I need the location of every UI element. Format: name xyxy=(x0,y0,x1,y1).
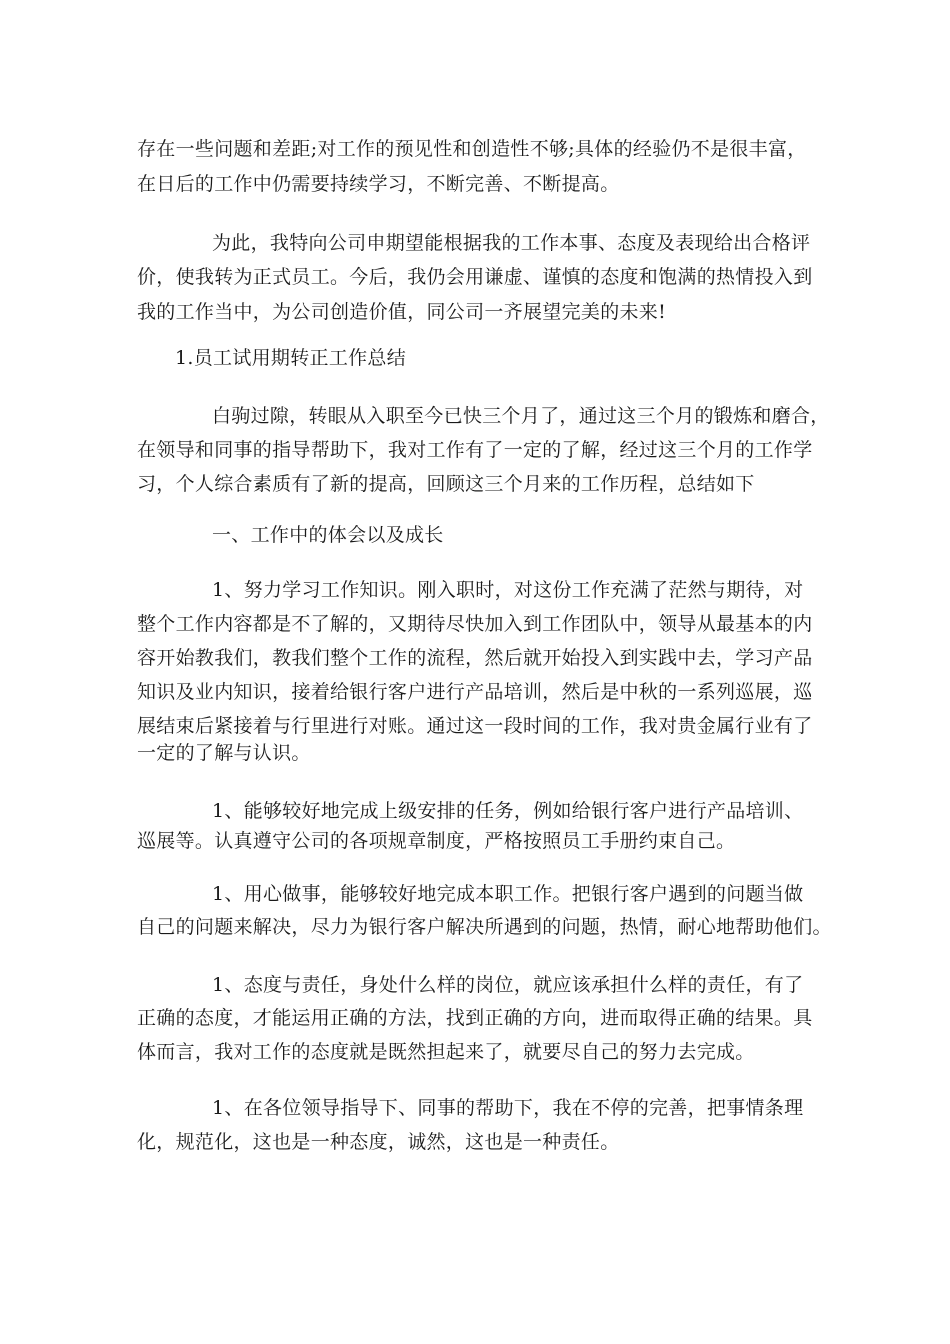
paragraph-6-line-2: 自己的问题来解决，尽力为银行客户解决所遇到的问题，热情，耐心地帮助他们。 xyxy=(137,916,832,938)
paragraph-7-line-2: 正确的态度，才能运用正确的方法，找到正确的方向，进而取得正确的结果。具 xyxy=(137,1007,813,1029)
paragraph-2-line-1: 为此，我特向公司申期望能根据我的工作本事、态度及表现给出合格评 xyxy=(212,232,811,254)
paragraph-1-line-1: 存在一些问题和差距;对工作的预见性和创造性不够;具体的经验仍不是很丰富， xyxy=(137,138,807,160)
paragraph-4-line-6: 一定的了解与认识。 xyxy=(137,742,311,764)
paragraph-7-line-3: 体而言，我对工作的态度就是既然担起来了，就要尽自己的努力去完成。 xyxy=(137,1041,755,1063)
paragraph-8-line-2: 化，规范化，这也是一种态度，诚然，这也是一种责任。 xyxy=(137,1131,620,1153)
paragraph-4-line-4: 知识及业内知识，接着给银行客户进行产品培训，然后是中秋的一系列巡展，巡 xyxy=(137,681,813,703)
paragraph-5-line-2: 巡展等。认真遵守公司的各项规章制度，严格按照员工手册约束自己。 xyxy=(137,830,736,852)
paragraph-1-line-2: 在日后的工作中仍需要持续学习，不断完善、不断提高。 xyxy=(137,173,620,195)
paragraph-7-line-1: 1、态度与责任，身处什么样的岗位，就应该承担什么样的责任，有了 xyxy=(212,974,804,996)
paragraph-3-line-1: 白驹过隙，转眼从入职至今已快三个月了，通过这三个月的锻炼和磨合， xyxy=(212,405,830,427)
paragraph-4-line-2: 整个工作内容都是不了解的，又期待尽快加入到工作团队中，领导从最基本的内 xyxy=(137,613,813,635)
paragraph-4-line-5: 展结束后紧接着与行里进行对账。通过这一段时间的工作，我对贵金属行业有了 xyxy=(137,715,813,737)
paragraph-2-line-3: 我的工作当中，为公司创造价值，同公司一齐展望完美的未来! xyxy=(137,301,667,323)
paragraph-3-line-2: 在领导和同事的指导帮助下，我对工作有了一定的了解，经过这三个月的工作学 xyxy=(137,439,813,461)
paragraph-3-line-3: 习，个人综合素质有了新的提高，回顾这三个月来的工作历程，总结如下 xyxy=(137,473,755,495)
subsection-heading: 一、工作中的体会以及成长 xyxy=(212,524,444,546)
paragraph-4-line-3: 容开始教我们，教我们整个工作的流程，然后就开始投入到实践中去，学习产品 xyxy=(137,647,813,669)
paragraph-5-line-1: 1、能够较好地完成上级安排的任务，例如给银行客户进行产品培训、 xyxy=(212,800,804,822)
paragraph-8-line-1: 1、在各位领导指导下、同事的帮助下，我在不停的完善，把事情条理 xyxy=(212,1097,804,1119)
paragraph-4-line-1: 1、努力学习工作知识。刚入职时，对这份工作充满了茫然与期待，对 xyxy=(212,579,804,601)
section-heading: 1.员工试用期转正工作总结 xyxy=(175,347,407,369)
paragraph-2-line-2: 价，使我转为正式员工。今后，我仍会用谦虚、谨慎的态度和饱满的热情投入到 xyxy=(137,266,813,288)
paragraph-6-line-1: 1、用心做事，能够较好地完成本职工作。把银行客户遇到的问题当做 xyxy=(212,883,804,905)
